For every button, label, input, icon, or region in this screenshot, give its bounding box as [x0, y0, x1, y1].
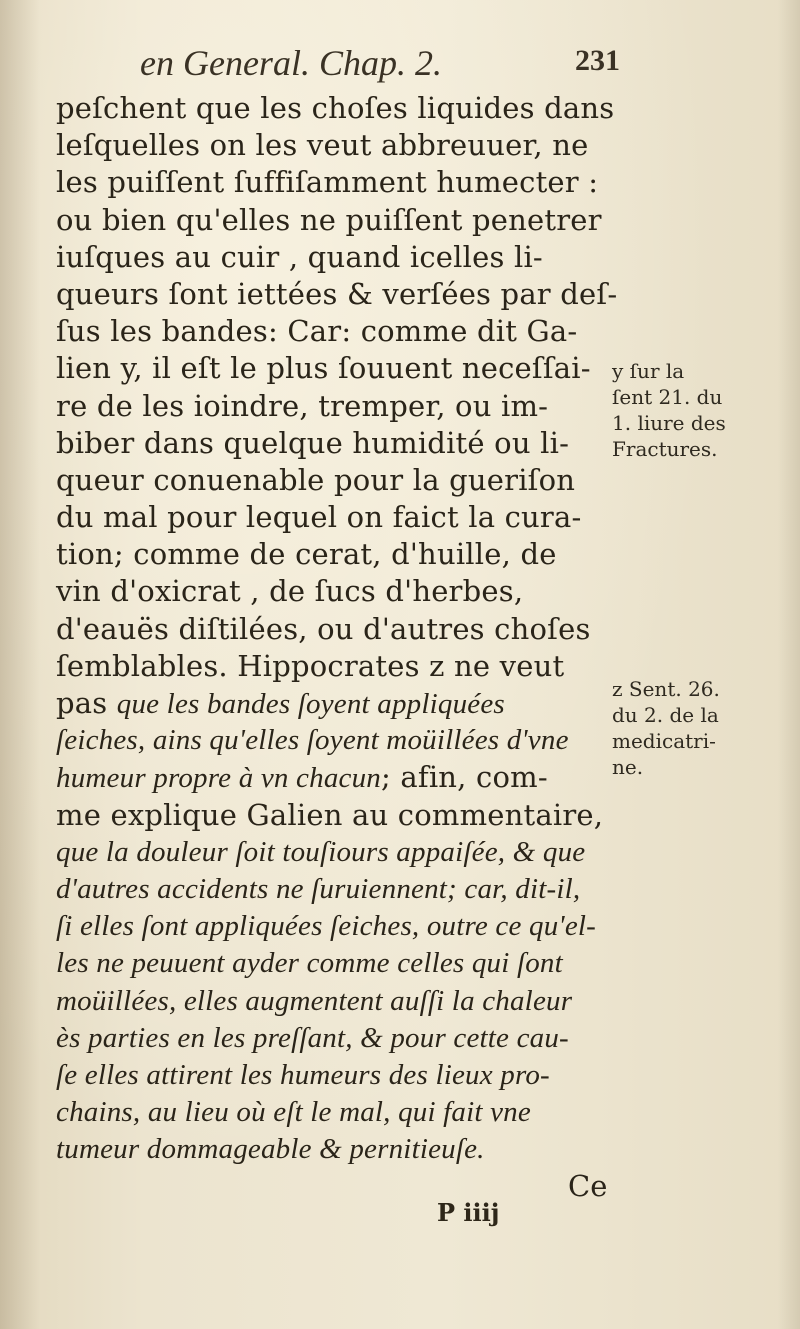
text-line: lien y, il eſt le plus ſouuent neceſſai- [56, 351, 591, 386]
margin-note-line: ſent 21. du [612, 385, 723, 409]
margin-note-y [612, 358, 772, 462]
text-line: queurs ſont iettées & verſées par deſ- [56, 276, 618, 311]
text-line: du mal pour lequel on faict la cura- [56, 500, 582, 535]
text-line: ou bien qu'elles ne puiſſent penetrer [56, 202, 602, 237]
text-line-italic: les ne peuuent ayder comme celles qui ſont [56, 947, 563, 980]
margin-note-line: ne. [612, 755, 644, 779]
chapter-title: en General. Chap. 2. [140, 43, 442, 83]
text-line-italic: moüillées, elles augmentent auſſi la chaleur [56, 984, 573, 1017]
text-line: leſquelles on les veut abbreuuer, ne [56, 128, 589, 163]
text-line: peſchent que les choſes liquides dans [56, 91, 615, 125]
text-line-italic: ès parties en les preſſant, & pour cette cau- [56, 1021, 569, 1054]
text-line: vin d'oxicrat , de ſucs d'herbes, [56, 574, 524, 609]
text-line-italic: que la douleur ſoit touſiours appaiſée, & que [56, 835, 586, 868]
text-line-italic: ſi elles ſont appliquées ſeiches, outre ce qu'el- [56, 910, 596, 943]
signature-mark: P iiij [437, 1198, 500, 1227]
margin-note-z [612, 676, 772, 780]
spine-shadow [0, 0, 40, 1329]
catchword: Ce [568, 1169, 608, 1203]
roman-segment: pas [56, 686, 117, 720]
main-text [56, 90, 616, 1168]
text-line: re de les ioindre, tremper, ou im- [56, 388, 549, 423]
running-head [140, 42, 620, 92]
roman-segment: ; afin, com- [381, 760, 548, 795]
text-line: tion; comme de cerat, d'huille, de [56, 537, 557, 572]
text-line-italic: tumeur dommageable & pernitieuſe. [56, 1133, 485, 1166]
text-line: d'eauës diſtilées, ou d'autres choſes [56, 611, 591, 646]
text-line: biber dans quelque humidité ou li- [56, 425, 570, 460]
text-line: ſus les bandes: Car: comme dit Ga- [56, 314, 578, 349]
text-line-mixed [56, 685, 616, 722]
margin-note-line: z Sent. 26. [612, 677, 720, 701]
italic-segment: humeur propre à vn chacun [56, 762, 382, 795]
margin-note-line: du 2. de la [612, 703, 719, 727]
text-line-mixed [56, 759, 616, 796]
margin-note-line: medicatri- [612, 729, 716, 753]
text-line: iuſques au cuir , quand icelles li- [56, 239, 543, 274]
text-line-italic: d'autres accidents ne ſuruiennent; car, dit-il, [56, 872, 581, 905]
text-line: ſemblables. Hippocrates z ne veut [56, 648, 565, 683]
page-edge [778, 0, 800, 1329]
italic-segment: que les bandes ſoyent appliquées [116, 688, 505, 720]
margin-note-line: Fractures. [612, 437, 718, 461]
text-line-italic: chains, au lieu où eſt le mal, qui fait vne [56, 1096, 531, 1129]
text-line: queur conuenable pour la gueriſon [56, 462, 576, 497]
text-line: les puiſſent ſuffiſamment humecter : [56, 165, 599, 200]
text-line-italic: ſe elles attirent les humeurs des lieux pro- [56, 1058, 550, 1091]
text-line: me explique Galien au commentaire, [56, 797, 604, 832]
margin-note-line: y ſur la [612, 359, 685, 383]
margin-note-line: 1. liure des [612, 411, 726, 435]
page-number: 231 [575, 44, 620, 77]
text-line-italic: ſeiches, ains qu'elles ſoyent moüillées d'vne [56, 724, 569, 757]
